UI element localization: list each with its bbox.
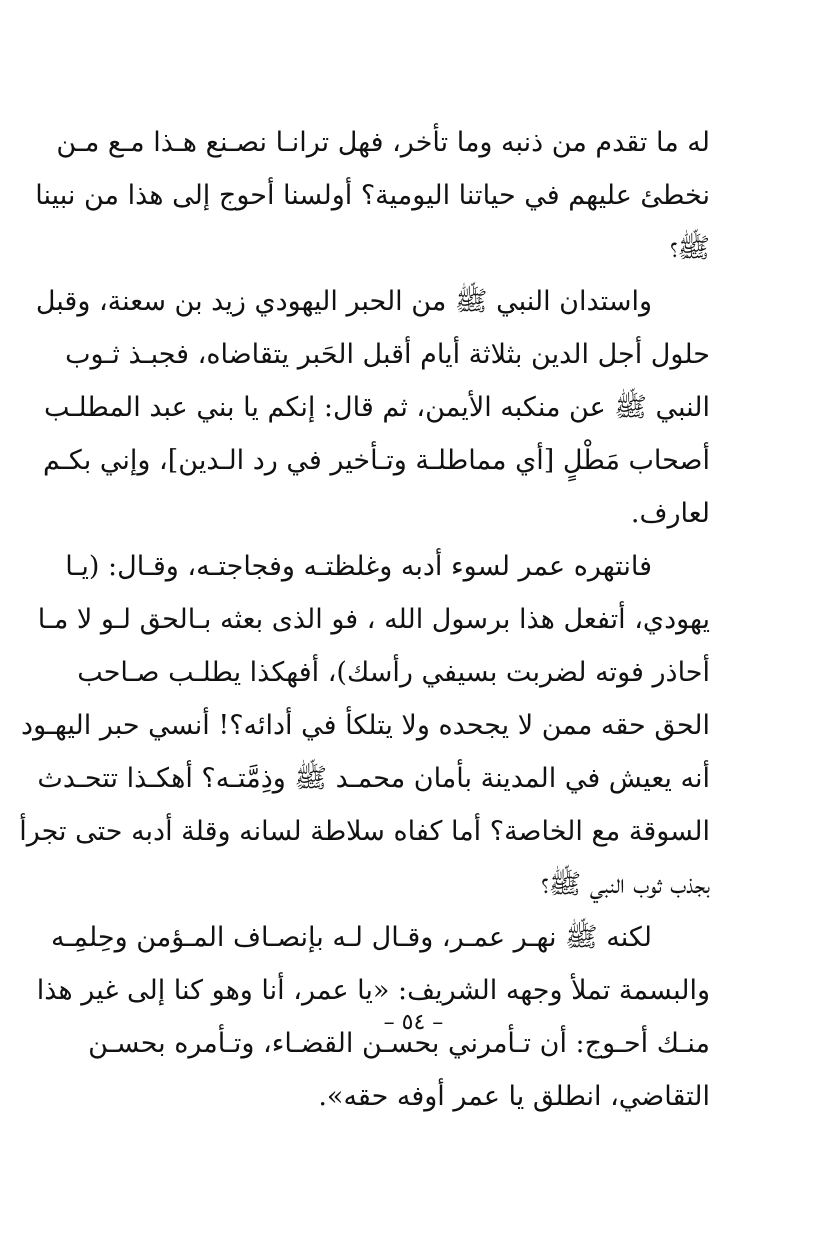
paragraph-1 — [35, 116, 710, 275]
page-number: – ٥٤ – — [383, 1010, 444, 1035]
paragraph-2 — [35, 275, 710, 540]
paragraph-3 — [19, 540, 710, 911]
text-line: أحاذر فوته لضربت بسيفي رأسك)، أفهكذا يطلـب صـاحب — [77, 657, 710, 688]
text-line: والبسمة تملأ وجهه الشريف: «يا عمر، أنا وهو كنا إلى غير هذا — [36, 975, 710, 1006]
page-body — [19, 116, 710, 1123]
text-line: فانتهره عمر لسوء أدبه وغلظتـه وفجاجتـه، وقـال: (يـا — [65, 551, 652, 582]
text-line: النبي ﷺ عن منكبه الأيمن، ثم قال: إنكم يا بني عبد المطلـب — [43, 392, 710, 423]
text-line: التقاضي، انطلق يا عمر أوفه حقه». — [318, 1081, 710, 1112]
text-line: حلول أجل الدين بثلاثة أيام أقبل الحَبر يتقاضاه، فجبـذ ثـوب — [65, 339, 710, 370]
text-line: ﷺ؟ — [669, 233, 710, 264]
text-line: السوقة مع الخاصة؟ أما كفاه سلاطة لسانه وقلة أدبه حتى تجرأ — [19, 816, 710, 847]
text-line: نخطئ عليهم في حياتنا اليومية؟ أولسنا أحوج إلى هذا من نبينا — [35, 180, 710, 211]
text-line: واستدان النبي ﷺ من الحبر اليهودي زيد بن سعنة، وقبل — [35, 286, 652, 317]
text-line: الحق حقه ممن لا يجحده ولا يتلكأ في أدائه؟! أنسي حبر اليهـود — [21, 710, 710, 741]
text-line: منـك أحـوج: أن تـأمرني بحسـن القضـاء، وتـأمره بحسـن — [88, 1028, 710, 1059]
text-line: يهودي، أتفعل هذا برسول الله ، فو الذى بعثه بـالحق لـو لا مـا — [37, 604, 710, 635]
text-line: أنه يعيش في المدينة بأمان محمـد ﷺ وذِمَّتـه؟ أهكـذا تتحـدث — [37, 763, 710, 794]
text-line: أصحاب مَطْلٍ [أي مماطلـة وتـأخير في رد الـدين]، وإني بكـم — [43, 445, 710, 476]
text-line: لعارف. — [630, 498, 710, 529]
text-line: لكنه ﷺ نهـر عمـر، وقـال لـه بإنصـاف المـؤمن وحِلمِـه — [50, 922, 652, 953]
text-line: بجذب ثوب النبي ﷺ؟ — [541, 869, 710, 900]
text-line: له ما تقدم من ذنبه وما تأخر، فهل ترانـا نصـنع هـذا مـع مـن — [56, 127, 710, 158]
